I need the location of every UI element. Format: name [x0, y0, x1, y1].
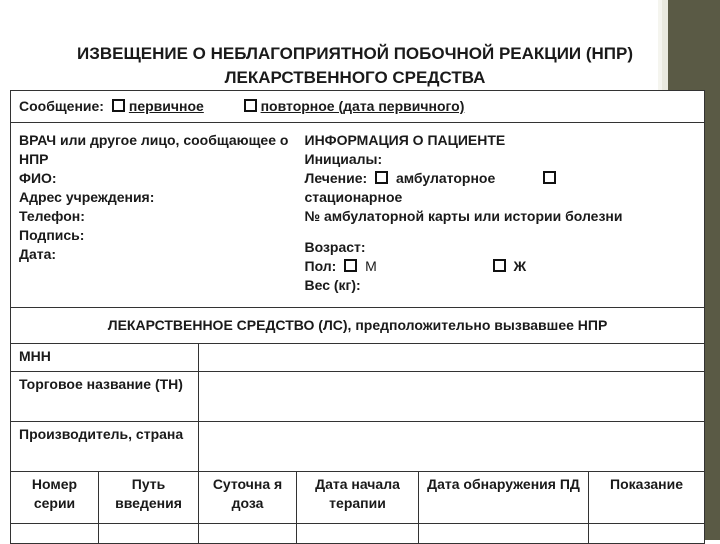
reporter-heading: ВРАЧ или другое лицо, сообщающее о НПР	[19, 132, 289, 167]
female-checkbox[interactable]	[493, 259, 506, 272]
reporter-address: Адрес учреждения:	[19, 189, 155, 205]
trade-name-value-cell[interactable]	[199, 372, 705, 422]
patient-initials: Инициалы:	[304, 151, 383, 167]
cell-start-date[interactable]	[297, 524, 419, 544]
male-label: М	[365, 258, 377, 274]
form-title-line1: ИЗВЕЩЕНИЕ О НЕБЛАГОПРИЯТНОЙ ПОБОЧНОЙ РЕАКЦИИ (НПР)	[76, 44, 634, 63]
drug-section-row	[11, 308, 705, 344]
outpatient-label: амбулаторное	[395, 170, 496, 186]
male-checkbox[interactable]	[344, 259, 357, 272]
data-row	[11, 524, 705, 544]
report-form-table	[10, 90, 705, 544]
manufacturer-label: Производитель, страна	[11, 422, 199, 472]
inpatient-checkbox[interactable]	[543, 171, 556, 184]
column-detection-date: Дата обнаружения ПД	[419, 472, 589, 524]
patient-age: Возраст:	[304, 239, 366, 255]
form-title-line2: ЛЕКАРСТВЕННОГО СРЕДСТВА	[224, 68, 486, 87]
reporter-patient-row	[11, 123, 705, 308]
reporter-signature: Подпись:	[19, 227, 85, 243]
inn-label: МНН	[11, 344, 199, 372]
column-start-date: Дата начала терапии	[297, 472, 419, 524]
manufacturer-row	[11, 422, 705, 472]
columns-header-row	[11, 472, 705, 524]
column-batch-number: Номер серии	[11, 472, 99, 524]
trade-name-row	[11, 372, 705, 422]
primary-checkbox[interactable]	[112, 99, 125, 112]
trade-name-label: Торговое название (ТН)	[11, 372, 199, 422]
inn-value-cell[interactable]	[199, 344, 705, 372]
cell-detection-date[interactable]	[419, 524, 589, 544]
cell-batch-number[interactable]	[11, 524, 99, 544]
cell-daily-dose[interactable]	[199, 524, 297, 544]
message-type-row	[11, 91, 705, 123]
patient-sex	[305, 257, 697, 276]
reporter-fio: ФИО:	[19, 170, 57, 186]
sex-label: Пол:	[304, 258, 337, 274]
column-route: Путь введения	[99, 472, 199, 524]
patient-heading: ИНФОРМАЦИЯ О ПАЦИЕНТЕ	[304, 132, 506, 148]
cell-indication[interactable]	[589, 524, 705, 544]
primary-option-label: первичное	[128, 98, 204, 114]
column-daily-dose: Суточна я доза	[199, 472, 297, 524]
reporter-phone: Телефон:	[19, 208, 85, 224]
reporter-date: Дата:	[19, 246, 57, 262]
drug-section-heading: ЛЕКАРСТВЕННОЕ СРЕДСТВО (ЛС), предположительно вызвавшее НПР	[11, 308, 705, 344]
inn-row	[11, 344, 705, 372]
message-label: Сообщение:	[19, 98, 104, 114]
form-title	[10, 42, 700, 90]
repeat-checkbox[interactable]	[244, 99, 257, 112]
female-label: Ж	[513, 258, 527, 274]
patient-weight: Вес (кг):	[304, 277, 361, 293]
patient-treatment	[305, 169, 697, 188]
outpatient-checkbox[interactable]	[375, 171, 388, 184]
repeat-option-label: повторное (дата первичного)	[260, 98, 465, 114]
column-indication: Показание	[589, 472, 705, 524]
treatment-label: Лечение:	[304, 170, 368, 186]
inpatient-label: стационарное	[304, 189, 403, 205]
cell-route[interactable]	[99, 524, 199, 544]
manufacturer-value-cell[interactable]	[199, 422, 705, 472]
patient-card-number: № амбулаторной карты или истории болезни	[304, 208, 623, 224]
